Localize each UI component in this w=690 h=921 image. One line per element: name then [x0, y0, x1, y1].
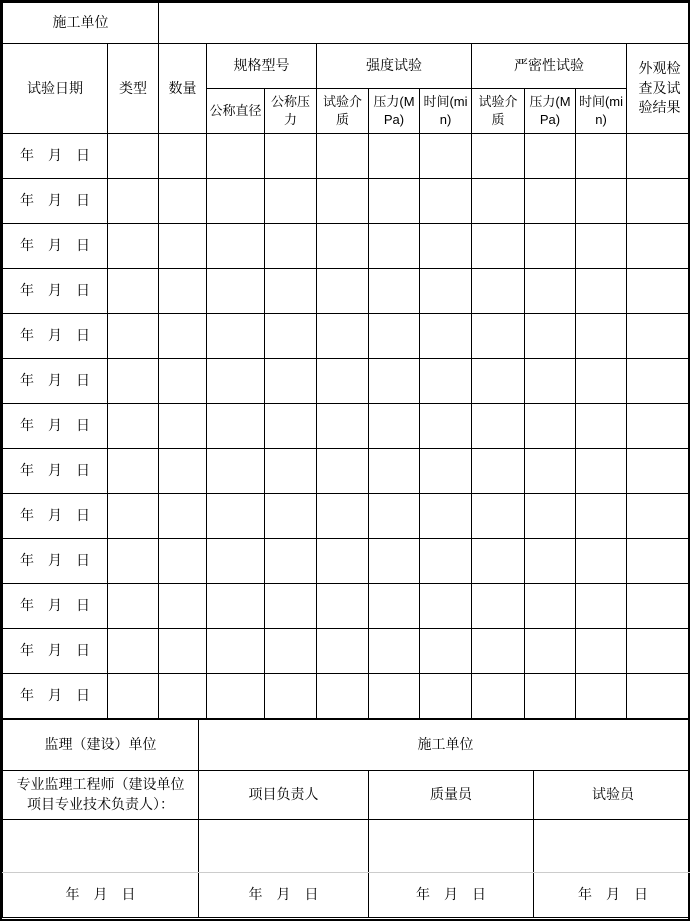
data-cell[interactable]: [627, 269, 690, 314]
data-cell[interactable]: [472, 179, 525, 224]
data-cell[interactable]: [317, 179, 369, 224]
data-cell[interactable]: [108, 134, 159, 179]
data-cell[interactable]: [317, 449, 369, 494]
data-cell[interactable]: [525, 224, 576, 269]
data-cell[interactable]: [525, 359, 576, 404]
data-cell[interactable]: [317, 224, 369, 269]
tester-sign-date-cell[interactable]: 年 月 日: [534, 873, 690, 918]
table-row: [3, 539, 690, 584]
data-cell[interactable]: [627, 359, 690, 404]
data-cell[interactable]: [317, 494, 369, 539]
data-cell[interactable]: [369, 584, 420, 629]
data-cell[interactable]: [265, 134, 317, 179]
data-cell[interactable]: [159, 539, 207, 584]
data-cell[interactable]: [108, 494, 159, 539]
data-cell[interactable]: [265, 629, 317, 674]
test-date-cell[interactable]: 年 月 日: [3, 134, 108, 179]
data-cell[interactable]: [159, 179, 207, 224]
data-cell[interactable]: [159, 224, 207, 269]
data-cell[interactable]: [576, 224, 627, 269]
data-cell[interactable]: [576, 359, 627, 404]
data-cell[interactable]: [207, 674, 265, 719]
data-cell[interactable]: [207, 449, 265, 494]
data-cell[interactable]: [627, 584, 690, 629]
data-cell[interactable]: [159, 269, 207, 314]
data-cell[interactable]: [472, 494, 525, 539]
construction-unit-value[interactable]: [159, 3, 690, 44]
data-cell[interactable]: [472, 584, 525, 629]
data-cell[interactable]: [627, 629, 690, 674]
data-cell[interactable]: [159, 629, 207, 674]
data-cell[interactable]: [576, 539, 627, 584]
data-cell[interactable]: [420, 404, 472, 449]
data-cell[interactable]: [576, 179, 627, 224]
table-row: [3, 449, 690, 494]
data-cell[interactable]: [265, 359, 317, 404]
project-leader-sign-date-cell[interactable]: 年 月 日: [199, 873, 369, 918]
data-cell[interactable]: [525, 269, 576, 314]
test-date-cell[interactable]: 年 月 日: [3, 584, 108, 629]
header-appearance-result: [627, 44, 690, 134]
data-cell[interactable]: [420, 224, 472, 269]
data-cell[interactable]: [576, 494, 627, 539]
data-cell[interactable]: [265, 494, 317, 539]
footer-construction-unit-label: 施工单位: [199, 720, 690, 771]
supervision-signature-cell[interactable]: [3, 820, 199, 873]
data-cell[interactable]: [369, 674, 420, 719]
data-cell[interactable]: [265, 449, 317, 494]
data-cell[interactable]: [420, 359, 472, 404]
data-cell[interactable]: [525, 449, 576, 494]
data-cell[interactable]: [576, 269, 627, 314]
data-cell[interactable]: [369, 359, 420, 404]
supervision-engineer-label-text: 专业监理工程师（建设单位项目专业技术负责人）：: [16, 776, 185, 812]
header-nominal-pressure: 公称压力: [265, 89, 317, 134]
data-cell[interactable]: [420, 539, 472, 584]
data-cell[interactable]: [525, 674, 576, 719]
data-cell[interactable]: [265, 224, 317, 269]
data-cell[interactable]: [472, 224, 525, 269]
construction-unit-label: 施工单位: [3, 3, 159, 44]
table-row: [3, 359, 690, 404]
data-cell[interactable]: [108, 584, 159, 629]
test-date-cell[interactable]: 年 月 日: [3, 359, 108, 404]
project-leader-signature-cell[interactable]: [199, 820, 369, 873]
table-row: [3, 873, 690, 918]
header-tightness-pressure-mpa: 压力(MPa): [525, 89, 576, 134]
data-cell[interactable]: [420, 134, 472, 179]
data-cell[interactable]: [576, 674, 627, 719]
table-row: [3, 44, 690, 89]
data-cell[interactable]: [207, 629, 265, 674]
data-cell[interactable]: [207, 314, 265, 359]
data-cell[interactable]: [472, 359, 525, 404]
data-cell[interactable]: [369, 494, 420, 539]
data-cell[interactable]: [159, 134, 207, 179]
table-row: [3, 820, 690, 873]
data-cell[interactable]: [369, 134, 420, 179]
data-cell[interactable]: [265, 179, 317, 224]
test-date-cell[interactable]: 年 月 日: [3, 539, 108, 584]
test-date-cell[interactable]: 年 月 日: [3, 269, 108, 314]
project-leader-label: 项目负责人: [199, 771, 369, 820]
data-cell[interactable]: [207, 179, 265, 224]
data-cell[interactable]: [420, 494, 472, 539]
data-cell[interactable]: [317, 539, 369, 584]
table-row: [3, 674, 690, 719]
table-row: [3, 404, 690, 449]
data-cell[interactable]: [627, 449, 690, 494]
data-cell[interactable]: [317, 134, 369, 179]
data-cell[interactable]: [207, 494, 265, 539]
data-cell[interactable]: [369, 314, 420, 359]
quality-officer-signature-cell[interactable]: [369, 820, 534, 873]
data-cell[interactable]: [576, 404, 627, 449]
data-cell[interactable]: [265, 674, 317, 719]
data-cell[interactable]: [207, 134, 265, 179]
data-cell[interactable]: [627, 539, 690, 584]
data-cell[interactable]: [108, 674, 159, 719]
test-date-cell[interactable]: 年 月 日: [3, 179, 108, 224]
table-row: [3, 179, 690, 224]
data-cell[interactable]: [576, 629, 627, 674]
data-cell[interactable]: [525, 584, 576, 629]
table-row: [3, 314, 690, 359]
data-cell[interactable]: [207, 584, 265, 629]
data-cell[interactable]: [317, 584, 369, 629]
tester-label: 试验员: [534, 771, 690, 820]
data-cell[interactable]: [472, 269, 525, 314]
header-strength-test-medium: 试验介质: [317, 89, 369, 134]
data-cell[interactable]: [420, 584, 472, 629]
test-record-table: [2, 2, 690, 719]
data-cell[interactable]: [420, 314, 472, 359]
data-cell[interactable]: [627, 314, 690, 359]
data-cell[interactable]: [207, 269, 265, 314]
data-cell[interactable]: [265, 584, 317, 629]
table-row: [3, 720, 690, 771]
test-date-cell[interactable]: 年 月 日: [3, 224, 108, 269]
data-cell[interactable]: [369, 539, 420, 584]
header-test-date: 试验日期: [3, 44, 108, 134]
data-cell[interactable]: [420, 269, 472, 314]
test-date-cell[interactable]: 年 月 日: [3, 314, 108, 359]
header-type: 类型: [108, 44, 159, 134]
data-cell[interactable]: [472, 404, 525, 449]
data-cell[interactable]: [108, 269, 159, 314]
header-nominal-diameter: 公称直径: [207, 89, 265, 134]
data-cell[interactable]: [472, 629, 525, 674]
data-cell[interactable]: [627, 674, 690, 719]
data-cell[interactable]: [207, 539, 265, 584]
header-quantity: 数量: [159, 44, 207, 134]
data-cell[interactable]: [420, 674, 472, 719]
header-tightness-test-medium: 试验介质: [472, 89, 525, 134]
tester-signature-cell[interactable]: [534, 820, 690, 873]
data-rows: [3, 134, 690, 719]
data-cell[interactable]: [108, 629, 159, 674]
data-cell[interactable]: [159, 359, 207, 404]
data-cell[interactable]: [108, 359, 159, 404]
supervision-sign-date-cell[interactable]: 年 月 日: [3, 873, 199, 918]
test-date-cell[interactable]: 年 月 日: [3, 629, 108, 674]
table-row: [3, 134, 690, 179]
data-cell[interactable]: [576, 314, 627, 359]
header-strength-time-min: 时间(min): [420, 89, 472, 134]
data-cell[interactable]: [576, 449, 627, 494]
data-cell[interactable]: [108, 539, 159, 584]
data-cell[interactable]: [472, 449, 525, 494]
quality-officer-sign-date-cell[interactable]: 年 月 日: [369, 873, 534, 918]
data-cell[interactable]: [265, 269, 317, 314]
data-cell[interactable]: [317, 674, 369, 719]
data-cell[interactable]: [369, 629, 420, 674]
data-cell[interactable]: [317, 359, 369, 404]
data-cell[interactable]: [472, 674, 525, 719]
data-cell[interactable]: [108, 404, 159, 449]
supervision-engineer-label: [3, 771, 199, 820]
test-date-cell[interactable]: 年 月 日: [3, 404, 108, 449]
data-cell[interactable]: [525, 179, 576, 224]
data-cell[interactable]: [159, 584, 207, 629]
table-row: [3, 3, 690, 44]
test-date-cell[interactable]: 年 月 日: [3, 674, 108, 719]
signature-table: [2, 719, 690, 918]
data-cell[interactable]: [369, 179, 420, 224]
table-row: [3, 771, 690, 820]
header-strength-pressure-mpa: 压力(MPa): [369, 89, 420, 134]
data-cell[interactable]: [576, 584, 627, 629]
data-cell[interactable]: [369, 449, 420, 494]
data-cell[interactable]: [265, 404, 317, 449]
data-cell[interactable]: [265, 539, 317, 584]
data-cell[interactable]: [108, 224, 159, 269]
data-cell[interactable]: [627, 134, 690, 179]
table-row: [3, 584, 690, 629]
table-row: [3, 269, 690, 314]
data-cell[interactable]: [108, 314, 159, 359]
data-cell[interactable]: [472, 314, 525, 359]
data-cell[interactable]: [525, 494, 576, 539]
data-cell[interactable]: [159, 404, 207, 449]
data-cell[interactable]: [108, 179, 159, 224]
data-cell[interactable]: [159, 449, 207, 494]
header-section: [3, 3, 690, 134]
table-row: [3, 494, 690, 539]
data-cell[interactable]: [108, 449, 159, 494]
supervision-unit-label: 监理（建设）单位: [3, 720, 199, 771]
test-date-cell[interactable]: 年 月 日: [3, 449, 108, 494]
header-tightness-test: 严密性试验: [472, 44, 627, 89]
data-cell[interactable]: [420, 629, 472, 674]
data-cell[interactable]: [369, 269, 420, 314]
header-tightness-time-min: 时间(min): [576, 89, 627, 134]
data-cell[interactable]: [525, 404, 576, 449]
data-cell[interactable]: [525, 314, 576, 359]
data-cell[interactable]: [472, 134, 525, 179]
quality-officer-label: 质量员: [369, 771, 534, 820]
data-cell[interactable]: [525, 134, 576, 179]
data-cell[interactable]: [525, 539, 576, 584]
data-cell[interactable]: [317, 269, 369, 314]
test-date-cell[interactable]: 年 月 日: [3, 494, 108, 539]
data-cell[interactable]: [369, 224, 420, 269]
data-cell[interactable]: [420, 179, 472, 224]
data-cell[interactable]: [627, 224, 690, 269]
data-cell[interactable]: [420, 449, 472, 494]
data-cell[interactable]: [207, 224, 265, 269]
data-cell[interactable]: [317, 314, 369, 359]
header-spec-model: 规格型号: [207, 44, 317, 89]
data-cell[interactable]: [472, 539, 525, 584]
header-strength-test: 强度试验: [317, 44, 472, 89]
table-row: [3, 629, 690, 674]
data-cell[interactable]: [159, 314, 207, 359]
data-cell[interactable]: [627, 494, 690, 539]
data-cell[interactable]: [159, 674, 207, 719]
data-cell[interactable]: [627, 179, 690, 224]
data-cell[interactable]: [369, 404, 420, 449]
data-cell[interactable]: [576, 134, 627, 179]
data-cell[interactable]: [265, 314, 317, 359]
data-cell[interactable]: [317, 629, 369, 674]
table-row: [3, 224, 690, 269]
data-cell[interactable]: [525, 629, 576, 674]
header-appearance-result-text: 外观检查及试验结果: [638, 60, 681, 116]
data-cell[interactable]: [627, 404, 690, 449]
data-cell[interactable]: [207, 359, 265, 404]
data-cell[interactable]: [159, 494, 207, 539]
data-cell[interactable]: [317, 404, 369, 449]
data-cell[interactable]: [207, 404, 265, 449]
